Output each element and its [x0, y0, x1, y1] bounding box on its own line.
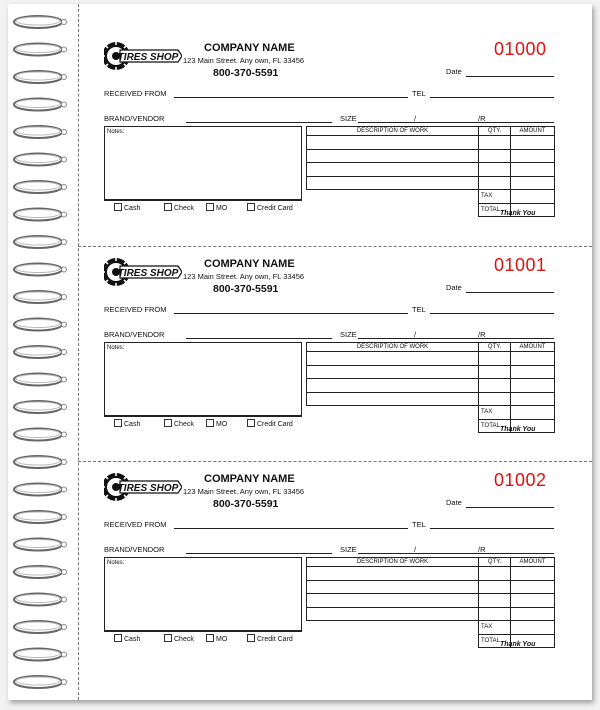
- binding-ring: [14, 374, 67, 386]
- binding-ring: [14, 209, 67, 221]
- binding-ring: [14, 181, 67, 193]
- binding-ring: [14, 346, 67, 358]
- binding-ring: [14, 319, 67, 331]
- payment-credit-card[interactable]: Credit Card: [247, 203, 293, 212]
- binding-ring: [14, 264, 67, 276]
- table-row[interactable]: [307, 149, 555, 163]
- work-table: [306, 557, 555, 648]
- table-row[interactable]: [307, 567, 555, 581]
- tax-row[interactable]: TAX: [307, 406, 555, 420]
- payment-cash[interactable]: Cash: [114, 634, 140, 643]
- payment-options: [104, 631, 302, 644]
- checkbox-icon[interactable]: [206, 634, 214, 642]
- binding-ring: [14, 676, 67, 688]
- company-phone: 800-370-5591: [213, 283, 279, 295]
- table-row[interactable]: [307, 365, 555, 379]
- notes-label: Notes:: [107, 129, 125, 135]
- size-rim-label: /R: [478, 114, 486, 123]
- binding-ring: [14, 401, 67, 413]
- notes-box[interactable]: [104, 557, 302, 631]
- size-separator: /: [414, 114, 417, 123]
- date-label: Date: [446, 498, 462, 507]
- tax-row[interactable]: TAX: [307, 621, 555, 635]
- size-label: SIZE: [340, 114, 357, 123]
- checkbox-icon[interactable]: [164, 634, 172, 642]
- svg-text:TIRES SHOP: TIRES SHOP: [117, 268, 179, 279]
- binding-ring: [14, 621, 67, 633]
- receipt-form: [78, 465, 592, 675]
- tel-field[interactable]: [430, 528, 554, 529]
- date-field[interactable]: [466, 76, 554, 77]
- received-from-label: RECEIVED FROM: [104, 520, 167, 529]
- payment-credit-card[interactable]: Credit Card: [247, 419, 293, 428]
- payment-check[interactable]: Check: [164, 203, 194, 212]
- received-from-label: RECEIVED FROM: [104, 89, 167, 98]
- checkbox-icon[interactable]: [206, 203, 214, 211]
- table-row[interactable]: [307, 580, 555, 594]
- size-separator: /: [414, 330, 417, 339]
- size-field[interactable]: [358, 338, 554, 339]
- tel-label: TEL: [412, 520, 426, 529]
- work-table: [306, 342, 555, 433]
- checkbox-icon[interactable]: [114, 419, 122, 427]
- received-from-label: RECEIVED FROM: [104, 305, 167, 314]
- brand-vendor-field[interactable]: [186, 553, 332, 554]
- company-phone: 800-370-5591: [213, 498, 279, 510]
- checkbox-icon[interactable]: [247, 203, 255, 211]
- receipt-form: [78, 34, 592, 244]
- payment-mo[interactable]: MO: [206, 419, 227, 428]
- payment-mo[interactable]: MO: [206, 634, 227, 643]
- notes-box[interactable]: [104, 126, 302, 200]
- binding-ring: [14, 44, 67, 56]
- size-separator: /: [414, 545, 417, 554]
- size-field[interactable]: [358, 553, 554, 554]
- received-from-field[interactable]: [174, 97, 408, 98]
- table-row[interactable]: [307, 352, 555, 366]
- payment-check[interactable]: Check: [164, 634, 194, 643]
- size-label: SIZE: [340, 545, 357, 554]
- binding-ring: [14, 566, 67, 578]
- checkbox-icon[interactable]: [247, 634, 255, 642]
- size-rim-label: /R: [478, 330, 486, 339]
- table-row[interactable]: [307, 594, 555, 608]
- tel-field[interactable]: [430, 97, 554, 98]
- binding-ring: [14, 511, 67, 523]
- checkbox-icon[interactable]: [206, 419, 214, 427]
- tire-logo-icon: [104, 256, 182, 288]
- total-row[interactable]: TOTAL: [307, 419, 555, 433]
- checkbox-icon[interactable]: [164, 203, 172, 211]
- receipt-number: 01000: [494, 39, 547, 59]
- checkbox-icon[interactable]: [247, 419, 255, 427]
- payment-cash[interactable]: Cash: [114, 419, 140, 428]
- total-row[interactable]: TOTAL: [307, 634, 555, 648]
- receipt-book-page: [8, 4, 592, 700]
- receipt-number: 01002: [494, 470, 547, 490]
- brand-vendor-field[interactable]: [186, 122, 332, 123]
- binding-ring: [14, 99, 67, 111]
- payment-credit-card[interactable]: Credit Card: [247, 634, 293, 643]
- payment-options: [104, 200, 302, 213]
- table-row[interactable]: [307, 136, 555, 150]
- payment-cash[interactable]: Cash: [114, 203, 140, 212]
- work-table-header: DESCRIPTION OF WORK QTY. AMOUNT: [307, 558, 555, 567]
- table-row[interactable]: [307, 176, 555, 190]
- svg-text:TIRES SHOP: TIRES SHOP: [117, 52, 179, 63]
- table-row[interactable]: [307, 379, 555, 393]
- payment-options: [104, 416, 302, 429]
- binding-ring: [14, 539, 67, 551]
- binding-ring: [14, 291, 67, 303]
- binding-ring: [14, 236, 67, 248]
- date-label: Date: [446, 283, 462, 292]
- table-row[interactable]: [307, 607, 555, 621]
- checkbox-icon[interactable]: [164, 419, 172, 427]
- horizontal-perforation: [78, 246, 592, 247]
- table-row[interactable]: [307, 392, 555, 406]
- thank-you-text: Thank You: [500, 210, 536, 217]
- tel-label: TEL: [412, 305, 426, 314]
- company-address: 123 Main Street. Any own, FL 33456: [183, 272, 305, 281]
- tel-field[interactable]: [430, 313, 554, 314]
- payment-check[interactable]: Check: [164, 419, 194, 428]
- date-label: Date: [446, 67, 462, 76]
- spiral-binding: [8, 4, 78, 700]
- binding-ring: [14, 126, 67, 138]
- company-address: 123 Main Street. Any own, FL 33456: [183, 487, 305, 496]
- company-name: COMPANY NAME: [204, 42, 295, 54]
- company-phone: 800-370-5591: [213, 67, 279, 79]
- brand-vendor-label: BRAND/VENDOR: [104, 545, 165, 554]
- work-table: [306, 126, 555, 217]
- date-field[interactable]: [466, 292, 554, 293]
- total-row[interactable]: TOTAL: [307, 203, 555, 217]
- table-row[interactable]: [307, 163, 555, 177]
- tel-label: TEL: [412, 89, 426, 98]
- checkbox-icon[interactable]: [114, 203, 122, 211]
- svg-text:TIRES SHOP: TIRES SHOP: [117, 483, 179, 494]
- company-name: COMPANY NAME: [204, 473, 295, 485]
- company-address: 123 Main Street. Any own, FL 33456: [183, 56, 305, 65]
- thank-you-text: Thank You: [500, 641, 536, 648]
- payment-mo[interactable]: MO: [206, 203, 227, 212]
- checkbox-icon[interactable]: [114, 634, 122, 642]
- binding-ring: [14, 649, 67, 661]
- notes-label: Notes:: [107, 345, 125, 351]
- received-from-field[interactable]: [174, 528, 408, 529]
- binding-ring: [14, 154, 67, 166]
- binding-ring: [14, 429, 67, 441]
- notes-box[interactable]: [104, 342, 302, 416]
- size-rim-label: /R: [478, 545, 486, 554]
- binding-ring: [14, 594, 67, 606]
- horizontal-perforation: [78, 461, 592, 462]
- receipt-form: [78, 250, 592, 460]
- received-from-field[interactable]: [174, 313, 408, 314]
- tire-logo-icon: [104, 471, 182, 503]
- notes-label: Notes:: [107, 560, 125, 566]
- size-label: SIZE: [340, 330, 357, 339]
- tax-row[interactable]: TAX: [307, 190, 555, 204]
- binding-ring: [14, 16, 67, 28]
- receipt-number: 01001: [494, 255, 547, 275]
- thank-you-text: Thank You: [500, 426, 536, 433]
- brand-vendor-field[interactable]: [186, 338, 332, 339]
- brand-vendor-label: BRAND/VENDOR: [104, 330, 165, 339]
- tire-logo-icon: [104, 40, 182, 72]
- binding-ring: [14, 456, 67, 468]
- date-field[interactable]: [466, 507, 554, 508]
- brand-vendor-label: BRAND/VENDOR: [104, 114, 165, 123]
- size-field[interactable]: [358, 122, 554, 123]
- binding-ring: [14, 484, 67, 496]
- binding-ring: [14, 71, 67, 83]
- work-table-header: DESCRIPTION OF WORK QTY. AMOUNT: [307, 343, 555, 352]
- work-table-header: DESCRIPTION OF WORK QTY. AMOUNT: [307, 127, 555, 136]
- company-name: COMPANY NAME: [204, 258, 295, 270]
